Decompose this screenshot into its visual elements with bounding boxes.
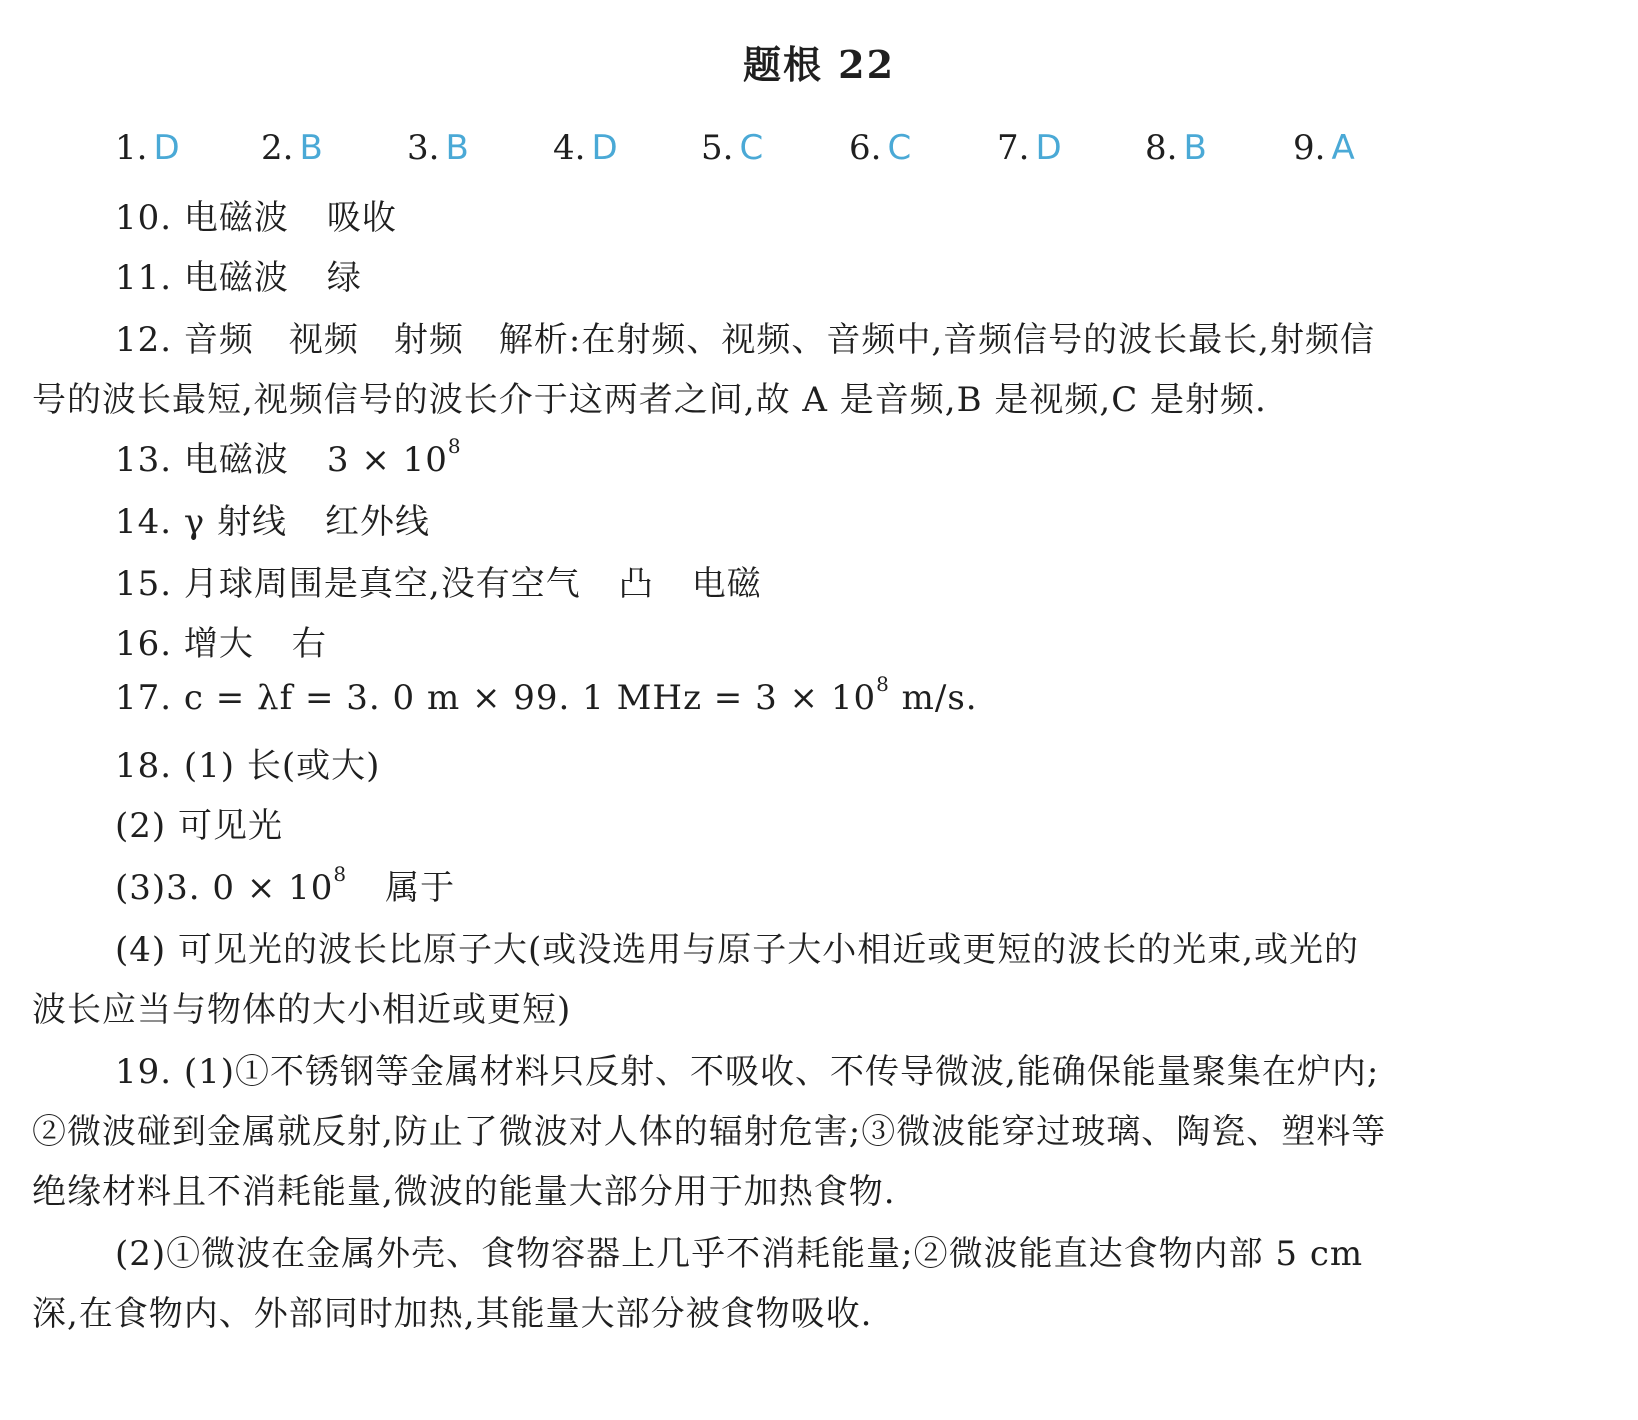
answer-17: 17. c = λf = 3. 0 m × 99. 1 MHz = $3 \times 10^8$ m/s.	[115, 672, 978, 718]
answer-16: 16. 增大 右	[115, 624, 327, 664]
choice-answer-2: 2. B	[261, 128, 323, 168]
answer-12-line-1: 12. 音频 视频 射频 解析:在射频、视频、音频中,音频信号的波长最长,射频信	[115, 320, 1375, 360]
choice-answer-1: 1. D	[115, 128, 180, 168]
choice-answer-6: 6. C	[849, 128, 912, 168]
multiple-choice-answers	[115, 128, 1415, 178]
answer-19-line-4: (2)①微波在金属外壳、食物容器上几乎不消耗能量;②微波能直达食物内部 5 cm	[115, 1234, 1364, 1274]
choice-answer-9: 9. A	[1293, 128, 1355, 168]
answer-15: 15. 月球周围是真空,没有空气 凸 电磁	[115, 564, 762, 604]
answer-12-line-2: 号的波长最短,视频信号的波长介于这两者之间,故 A 是音频,B 是视频,C 是射频.	[32, 380, 1267, 420]
answer-10: 10. 电磁波 吸收	[115, 198, 397, 238]
answer-19-line-2: ②微波碰到金属就反射,防止了微波对人体的辐射危害;③微波能穿过玻璃、陶瓷、塑料等	[32, 1112, 1387, 1152]
answer-11: 11. 电磁波 绿	[115, 258, 362, 298]
answer-18-part-4-line-2: 波长应当与物体的大小相近或更短)	[32, 990, 572, 1030]
answer-13: 13. 电磁波 $3 \times 10^8$	[115, 434, 462, 480]
choice-answer-8: 8. B	[1145, 128, 1207, 168]
choice-answer-3: 3. B	[407, 128, 469, 168]
answer-18-part-1: 18. (1) 长(或大)	[115, 746, 381, 786]
answer-18-part-2: (2) 可见光	[115, 806, 283, 846]
answer-18-part-3: (3)3. $0 \times 10^8$ 属于	[115, 862, 456, 908]
choice-answer-4: 4. D	[553, 128, 618, 168]
choice-answer-7: 7. D	[997, 128, 1062, 168]
choice-answer-5: 5. C	[701, 128, 764, 168]
answer-19-line-5: 深,在食物内、外部同时加热,其能量大部分被食物吸收.	[32, 1294, 873, 1334]
page-title: 题根 22	[742, 42, 896, 87]
answer-18-part-4-line-1: (4) 可见光的波长比原子大(或没选用与原子大小相近或更短的波长的光束,或光的	[115, 930, 1360, 970]
answer-14: 14. γ 射线 红外线	[115, 502, 431, 542]
answer-19-line-1: 19. (1)①不锈钢等金属材料只反射、不吸收、不传导微波,能确保能量聚集在炉内;	[115, 1052, 1380, 1092]
answer-19-line-3: 绝缘材料且不消耗能量,微波的能量大部分用于加热食物.	[32, 1172, 896, 1212]
